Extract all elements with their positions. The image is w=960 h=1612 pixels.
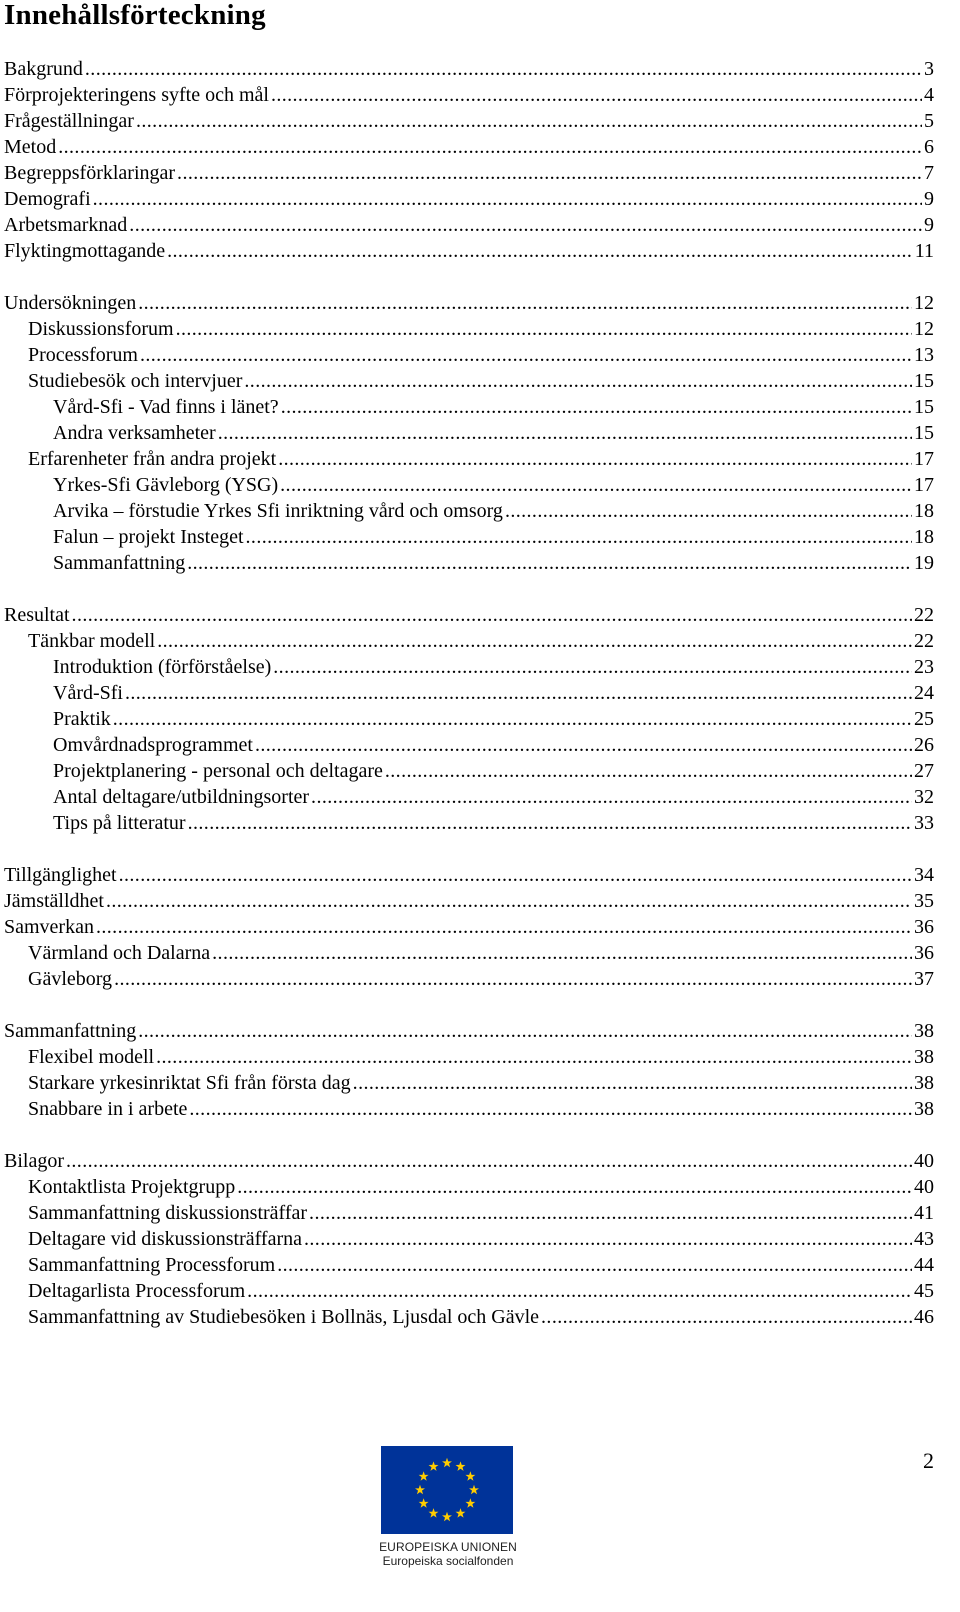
toc-entry-page: 27 <box>914 760 934 782</box>
toc-entry-page: 15 <box>914 370 934 392</box>
toc-entry-page: 4 <box>924 84 934 106</box>
toc-entry-page: 22 <box>914 604 934 626</box>
toc-group <box>4 862 934 992</box>
toc-entry-page: 38 <box>914 1072 934 1094</box>
toc-entry[interactable] <box>4 914 934 940</box>
toc-group <box>4 290 934 576</box>
toc-entry-label: Frågeställningar <box>4 110 134 132</box>
toc-dot-leader <box>353 1070 912 1096</box>
toc-entry[interactable] <box>4 1148 934 1174</box>
toc-entry[interactable] <box>4 1044 934 1070</box>
toc-entry-page: 38 <box>914 1046 934 1068</box>
toc-dot-leader <box>96 914 912 940</box>
toc-entry[interactable] <box>4 1226 934 1252</box>
toc-entry-page: 15 <box>914 422 934 444</box>
toc-entry[interactable] <box>4 186 934 212</box>
toc-entry-label: Antal deltagare/utbildningsorter <box>53 786 310 808</box>
toc-entry-label: Tips på litteratur <box>53 812 186 834</box>
toc-entry-label: Diskussionsforum <box>28 318 174 340</box>
toc-entry-page: 15 <box>914 396 934 418</box>
toc-entry-page: 33 <box>914 812 934 834</box>
toc-dot-leader <box>212 940 912 966</box>
toc-entry-page: 37 <box>914 968 934 990</box>
toc-entry-page: 19 <box>914 552 934 574</box>
toc-entry-label: Kontaktlista Projektgrupp <box>28 1176 236 1198</box>
toc-entry-page: 23 <box>914 656 934 678</box>
toc-entry-page: 18 <box>914 500 934 522</box>
toc-entry-label: Starkare yrkesinriktat Sfi från första dag <box>28 1072 351 1094</box>
toc-entry-page: 6 <box>924 136 934 158</box>
toc-entry[interactable] <box>4 732 934 758</box>
toc-entry-label: Förprojekteringens syfte och mål <box>4 84 269 106</box>
toc-dot-leader <box>189 1096 912 1122</box>
toc-entry-label: Deltagarlista Processforum <box>28 1280 246 1302</box>
toc-entry-label: Undersökningen <box>4 292 137 314</box>
toc-entry-label: Processforum <box>28 344 138 366</box>
toc-entry[interactable] <box>4 940 934 966</box>
toc-entry[interactable] <box>4 342 934 368</box>
toc-dot-leader <box>278 446 912 472</box>
toc-entry-label: Omvårdnadsprogrammet <box>53 734 253 756</box>
toc-entry[interactable] <box>4 394 934 420</box>
toc-entry-page: 17 <box>914 474 934 496</box>
toc-entry[interactable] <box>4 290 934 316</box>
toc-entry[interactable] <box>4 446 934 472</box>
toc-entry-page: 5 <box>924 110 934 132</box>
toc-dot-leader <box>58 134 922 160</box>
toc-entry-label: Yrkes-Sfi Gävleborg (YSG) <box>53 474 279 496</box>
toc-entry[interactable] <box>4 550 934 576</box>
toc-dot-leader <box>66 1148 912 1174</box>
toc-entry-label: Praktik <box>53 708 111 730</box>
toc-dot-leader <box>385 758 912 784</box>
toc-dot-leader <box>114 966 912 992</box>
toc-entry-page: 40 <box>914 1150 934 1172</box>
toc-dot-leader <box>218 420 912 446</box>
toc-entry-page: 40 <box>914 1176 934 1198</box>
toc-entry-label: Falun – projekt Insteget <box>53 526 244 548</box>
toc-entry-label: Bakgrund <box>4 58 83 80</box>
toc-dot-leader <box>106 888 912 914</box>
toc-entry-label: Flexibel modell <box>28 1046 155 1068</box>
toc-dot-leader <box>156 1044 912 1070</box>
toc-entry-page: 9 <box>924 214 934 236</box>
toc-entry-label: Flyktingmottagande <box>4 240 166 262</box>
toc-entry[interactable] <box>4 654 934 680</box>
toc-dot-leader <box>309 1200 912 1226</box>
toc-dot-leader <box>244 368 912 394</box>
toc-dot-leader <box>176 316 912 342</box>
toc-group <box>4 1148 934 1330</box>
toc-entry[interactable] <box>4 1278 934 1304</box>
toc-entry[interactable] <box>4 238 934 264</box>
toc-entry-page: 7 <box>924 162 934 184</box>
eu-logo-line2: Europeiska socialfonden <box>382 1554 514 1568</box>
toc-dot-leader <box>167 238 913 264</box>
toc-entry-page: 11 <box>914 240 934 262</box>
toc-dot-leader <box>119 862 912 888</box>
toc-group <box>4 1018 934 1122</box>
toc-entry[interactable] <box>4 1304 934 1330</box>
toc-entry-label: Projektplanering - personal och deltagare <box>53 760 383 782</box>
toc-entry[interactable] <box>4 628 934 654</box>
toc-entry-page: 17 <box>914 448 934 470</box>
toc-dot-leader <box>177 160 922 186</box>
toc-entry[interactable] <box>4 758 934 784</box>
toc-entry-page: 38 <box>914 1020 934 1042</box>
toc-dot-leader <box>140 342 912 368</box>
toc-dot-leader <box>138 290 912 316</box>
toc-entry-label: Introduktion (förförståelse) <box>53 656 272 678</box>
toc-entry[interactable] <box>4 1252 934 1278</box>
toc-entry-label: Jämställdhet <box>4 890 104 912</box>
toc-dot-leader <box>255 732 912 758</box>
toc-dot-leader <box>129 212 922 238</box>
toc-dot-leader <box>157 628 912 654</box>
toc-dot-leader <box>280 472 912 498</box>
toc-entry[interactable] <box>4 160 934 186</box>
toc-entry-label: Metod <box>4 136 57 158</box>
toc-entry-label: Tänkbar modell <box>28 630 156 652</box>
toc-entry-label: Snabbare in i arbete <box>28 1098 188 1120</box>
toc-entry[interactable] <box>4 784 934 810</box>
toc-entry-label: Tillgänglighet <box>4 864 117 886</box>
toc-entry-label: Deltagare vid diskussionsträffarna <box>28 1228 302 1250</box>
toc-entry-label: Gävleborg <box>28 968 113 990</box>
toc-entry-page: 3 <box>924 58 934 80</box>
toc-entry[interactable] <box>4 316 934 342</box>
table-of-contents <box>4 56 934 1356</box>
toc-entry-label: Sammanfattning Processforum <box>28 1254 276 1276</box>
toc-entry-page: 35 <box>914 890 934 912</box>
toc-entry-page: 18 <box>914 526 934 548</box>
toc-dot-leader <box>138 1018 912 1044</box>
toc-dot-leader <box>136 108 922 134</box>
toc-entry-label: Vård-Sfi - Vad finns i länet? <box>53 396 279 418</box>
toc-entry-label: Sammanfattning diskussionsträffar <box>28 1202 308 1224</box>
toc-entry[interactable] <box>4 602 934 628</box>
toc-entry-label: Erfarenheter från andra projekt <box>28 448 277 470</box>
toc-entry[interactable] <box>4 472 934 498</box>
toc-entry-label: Värmland och Dalarna <box>28 942 211 964</box>
toc-entry[interactable] <box>4 966 934 992</box>
toc-dot-leader <box>72 602 912 628</box>
toc-group <box>4 602 934 836</box>
toc-entry-page: 12 <box>914 318 934 340</box>
eu-logo-line1: EUROPEISKA UNIONEN <box>379 1540 517 1554</box>
toc-entry-page: 34 <box>914 864 934 886</box>
toc-entry[interactable] <box>4 56 934 82</box>
toc-entry[interactable] <box>4 680 934 706</box>
eu-flag-icon <box>381 1446 513 1534</box>
toc-entry-page: 41 <box>914 1202 934 1224</box>
toc-entry[interactable] <box>4 212 934 238</box>
toc-dot-leader <box>247 1278 912 1304</box>
toc-entry[interactable] <box>4 810 934 836</box>
toc-dot-leader <box>237 1174 912 1200</box>
toc-entry-page: 43 <box>914 1228 934 1250</box>
eu-logo <box>378 1446 518 1568</box>
toc-entry-label: Arbetsmarknad <box>4 214 128 236</box>
toc-entry[interactable] <box>4 862 934 888</box>
toc-dot-leader <box>311 784 912 810</box>
toc-entry-label: Sammanfattning av Studiebesöken i Bollnäs, Ljusdal och Gävle <box>28 1306 540 1328</box>
toc-dot-leader <box>304 1226 912 1252</box>
toc-entry-label: Sammanfattning <box>53 552 186 574</box>
toc-entry-label: Studiebesök och intervjuer <box>28 370 243 392</box>
toc-dot-leader <box>113 706 912 732</box>
toc-entry[interactable] <box>4 1200 934 1226</box>
toc-entry-page: 45 <box>914 1280 934 1302</box>
toc-entry-label: Samverkan <box>4 916 94 938</box>
toc-entry[interactable] <box>4 368 934 394</box>
toc-entry[interactable] <box>4 498 934 524</box>
toc-dot-leader <box>273 654 912 680</box>
toc-entry[interactable] <box>4 524 934 550</box>
toc-entry[interactable] <box>4 134 934 160</box>
toc-entry[interactable] <box>4 420 934 446</box>
toc-dot-leader <box>505 498 912 524</box>
toc-entry-page: 36 <box>914 916 934 938</box>
toc-entry[interactable] <box>4 1174 934 1200</box>
toc-entry-page: 32 <box>914 786 934 808</box>
toc-entry-page: 12 <box>914 292 934 314</box>
toc-entry-page: 9 <box>924 188 934 210</box>
toc-entry[interactable] <box>4 706 934 732</box>
toc-dot-leader <box>271 82 922 108</box>
toc-entry-label: Sammanfattning <box>4 1020 137 1042</box>
toc-dot-leader <box>125 680 912 706</box>
toc-entry-page: 44 <box>914 1254 934 1276</box>
toc-group <box>4 56 934 264</box>
toc-dot-leader <box>541 1304 912 1330</box>
toc-entry[interactable] <box>4 1018 934 1044</box>
toc-entry-page: 46 <box>914 1306 934 1328</box>
toc-dot-leader <box>85 56 922 82</box>
toc-entry-label: Vård-Sfi <box>53 682 123 704</box>
toc-entry-page: 25 <box>914 708 934 730</box>
toc-dot-leader <box>246 524 912 550</box>
toc-entry-label: Resultat <box>4 604 70 626</box>
toc-entry-page: 36 <box>914 942 934 964</box>
toc-entry-label: Andra verksamheter <box>53 422 216 444</box>
page-number: 2 <box>923 1448 934 1473</box>
toc-dot-leader <box>277 1252 912 1278</box>
toc-entry-page: 13 <box>914 344 934 366</box>
toc-entry-page: 24 <box>914 682 934 704</box>
toc-dot-leader <box>187 550 912 576</box>
toc-entry[interactable] <box>4 108 934 134</box>
toc-entry-label: Begreppsförklaringar <box>4 162 176 184</box>
toc-entry[interactable] <box>4 1070 934 1096</box>
toc-entry[interactable] <box>4 888 934 914</box>
toc-entry-page: 26 <box>914 734 934 756</box>
page-title: Innehållsförteckning <box>4 0 266 31</box>
toc-entry-label: Arvika – förstudie Yrkes Sfi inriktning vård och omsorg <box>53 500 503 522</box>
toc-dot-leader <box>281 394 912 420</box>
toc-entry-page: 22 <box>914 630 934 652</box>
toc-dot-leader <box>188 810 912 836</box>
toc-entry[interactable] <box>4 1096 934 1122</box>
toc-entry-page: 38 <box>914 1098 934 1120</box>
toc-dot-leader <box>93 186 922 212</box>
toc-entry-label: Demografi <box>4 188 91 210</box>
toc-entry[interactable] <box>4 82 934 108</box>
toc-entry-label: Bilagor <box>4 1150 64 1172</box>
